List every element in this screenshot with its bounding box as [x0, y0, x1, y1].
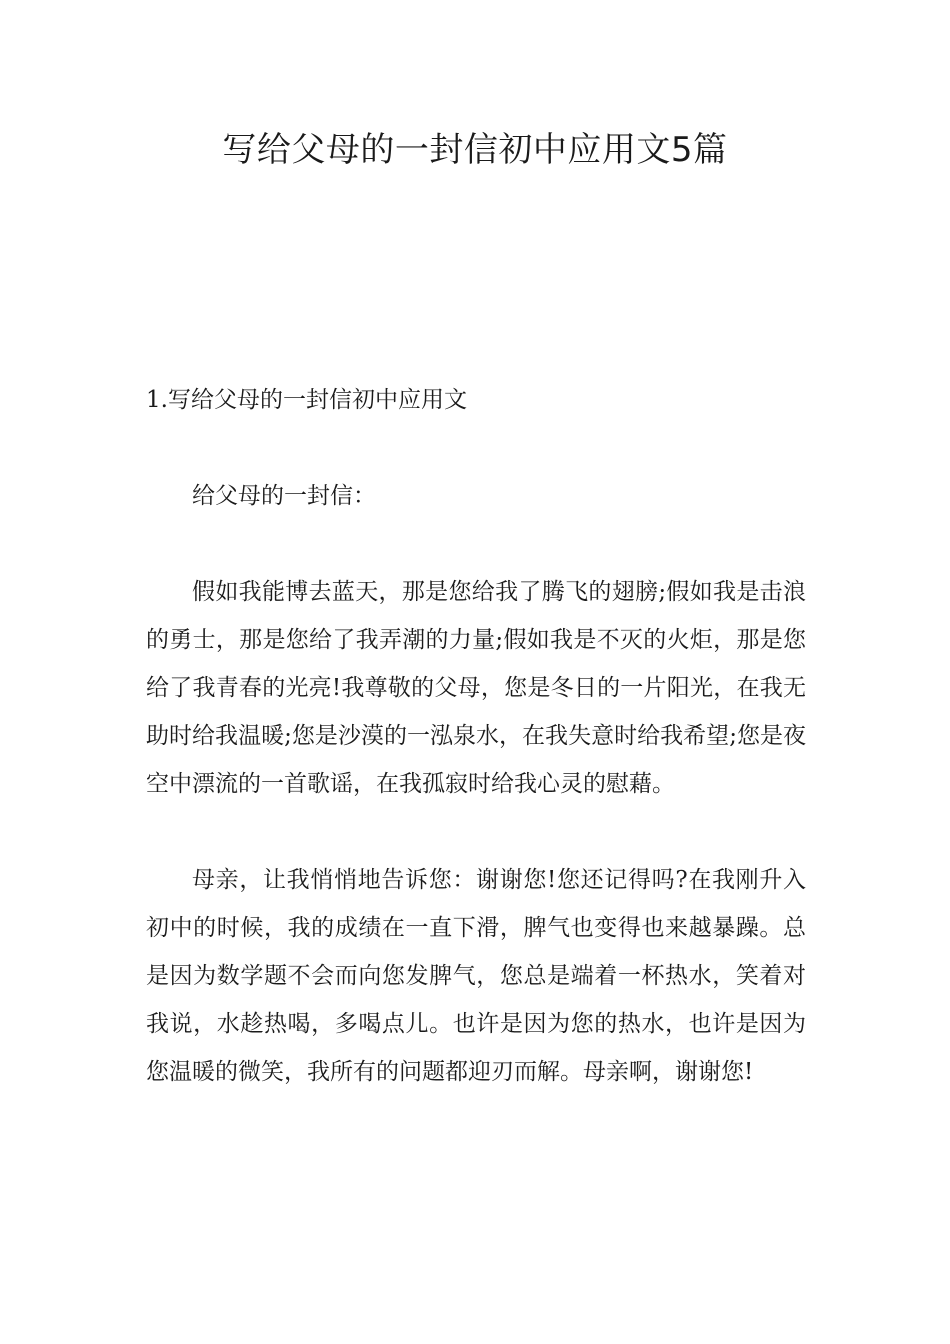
document-body: [146, 376, 806, 1144]
letter-salutation: 给父母的一封信：: [192, 483, 376, 509]
paragraph: 假如我能博去蓝天，那是您给我了腾飞的翅膀;假如我是击浪的勇士，那是您给了我弄潮的力量;假如我是不灭的火炬，那是您给了我青春的光亮!我尊敬的父母，您是冬日的一片阳光，在我无助时给我温暖;您是沙漠的一泓泉水，在我失意时给我希望;您是夜空中漂流的一首歌谣，在我孤寂时给我心灵的慰藉。: [146, 579, 806, 797]
document-title: 写给父母的一封信初中应用文5篇: [222, 130, 728, 170]
section-heading: 1.写给父母的一封信初中应用文: [146, 387, 467, 413]
paragraph: 母亲，让我悄悄地告诉您：谢谢您!您还记得吗?在我刚升入初中的时候，我的成绩在一直下滑，脾气也变得也来越暴躁。总是因为数学题不会而向您发脾气，您总是端着一杯热水，笑着对我说，水趁热喝，多喝点儿。也许是因为您的热水，也许是因为您温暖的微笑，我所有的问题都迎刃而解。母亲啊，谢谢您!: [146, 867, 806, 1085]
